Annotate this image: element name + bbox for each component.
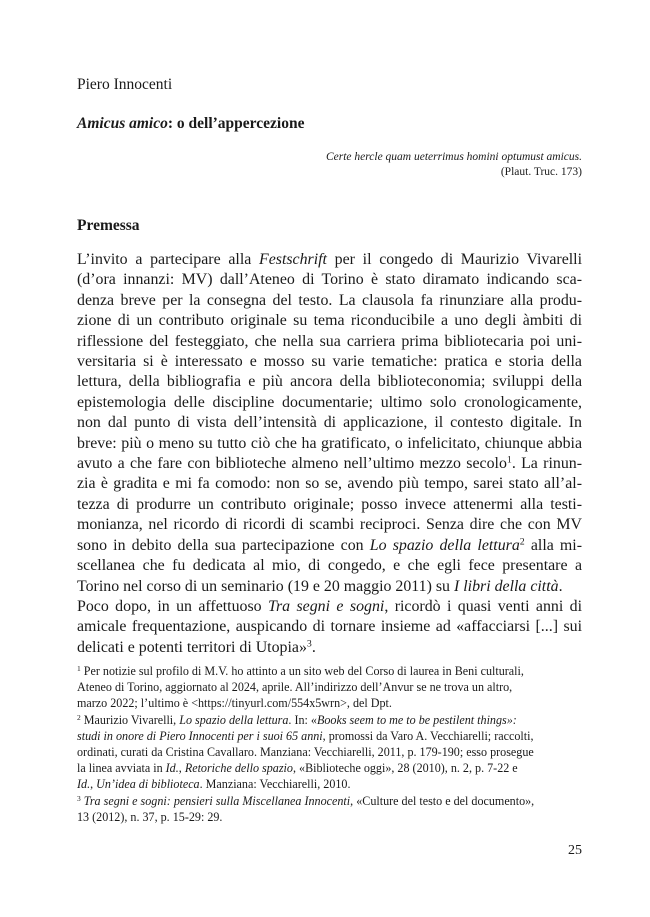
text-run: Ateneo di Torino, aggiornato al 2024, aprile. All’indirizzo dell’Anvur se ne trova un altro, [77, 680, 513, 695]
text-run: delicati e potenti territori di Utopia» [77, 638, 307, 656]
text-run: monianza, nel ricordo di ricordi di scambi reciproci. Senza dire che con MV [77, 516, 582, 534]
text-run: riflessione del festeggiato, che nella sua carriera prima bibliotecaria poi uni- [77, 332, 582, 350]
body-line [77, 311, 582, 331]
text-run: Torino nel corso di un seminario (19 e 20 maggio 2011) su [77, 577, 454, 595]
footnote-number: 2 [77, 712, 81, 722]
footnote-line [77, 760, 582, 776]
body-line [77, 495, 582, 515]
text-run: alla mi- [524, 536, 583, 554]
italic-title: studi in onore di Piero Innocenti per i suoi 65 anni [77, 728, 323, 743]
body-paragraph [77, 250, 582, 658]
italic-title: Lo spazio della lettura [179, 712, 289, 727]
text-run: zione di un contributo originale su tema riconducibile a uno degli àmbiti di [77, 312, 582, 330]
footnote-line [77, 809, 582, 825]
text-run: versitaria si è interessato e mosso su varie tematiche: pratica e storia della [77, 353, 582, 371]
body-line [77, 454, 582, 474]
italic-title: Books seem to me to be pestilent things»: [316, 712, 517, 727]
italic-title: Tra segni e sogni: pensieri sulla Miscellanea Innocenti [83, 793, 351, 808]
text-run: , ricordò i quasi venti anni di [384, 597, 582, 615]
text-run: (d’ora innanzi: MV) dall’Ateneo di Torino è stato diramato indicando sca- [77, 271, 582, 289]
footnote-line [77, 695, 582, 711]
text-run: L’invito a partecipare alla [77, 251, 259, 268]
text-run: Poco dopo, in un affettuoso [77, 597, 269, 615]
text-run: , «Culture del testo e del documento», [350, 793, 535, 808]
text-run: la linea avviata in [77, 761, 166, 776]
footnote-line [77, 679, 582, 695]
footnote-ref: 1 [506, 454, 512, 466]
body-line [77, 270, 582, 290]
footnote-line [77, 793, 582, 809]
body-line [77, 372, 582, 392]
body-line [77, 250, 582, 270]
text-run: denza breve per la consegna del testo. La clausola fa rinunziare alla produ- [77, 291, 582, 309]
text-run: zia è gradita e mi fa comodo: non so se, avendo più tempo, sarei stato all’al- [77, 475, 582, 493]
footnote-line [77, 776, 582, 792]
italic-title: Lo spazio della lettura [369, 536, 520, 554]
body-line [77, 291, 582, 311]
body-line [77, 393, 582, 413]
text-run: Per notizie sul profilo di M.V. ho attinto a un sito web del Corso di laurea in Beni culturali, [80, 664, 524, 678]
author-name: Piero Innocenti [77, 76, 173, 93]
italic-title: I libri della città [453, 577, 559, 595]
article-title [77, 115, 304, 133]
footnote-number: 3 [77, 793, 81, 803]
footnote-ref: 2 [519, 536, 525, 548]
italic-title: Retoriche dello spazio [184, 761, 293, 776]
footnote-ref: 3 [306, 638, 312, 650]
body-line [77, 515, 582, 535]
epigraph-source: (Plaut. Truc. 173) [500, 166, 582, 178]
text-run: . [558, 577, 563, 595]
text-run: tezza di produrre un contributo originale; posso invece attenermi alla testi- [77, 495, 582, 513]
text-run: non dal punto di vista dell’intensità di applicazione, il contesto digitale. In [77, 414, 582, 432]
epigraph [326, 150, 582, 180]
title-italic: Amicus amico [77, 115, 168, 132]
text-run: sono in debito della sua partecipazione con [77, 536, 370, 554]
footnote-line [77, 744, 582, 760]
text-run: , [178, 761, 185, 776]
text-run: epistemologia delle discipline documentarie; ultimo solo cronologicamente, [77, 393, 582, 411]
section-heading: Premessa [77, 217, 140, 234]
text-run: . Manziana: Vecchiarelli, 2010. [199, 777, 351, 792]
text-run: amicale frequentazione, auspicando di tornare insieme ad «affacciarsi [...] sui [77, 618, 582, 636]
text-run: per il congedo di Maurizio Vivarelli [326, 251, 582, 268]
title-rest: : o dell’appercezione [167, 115, 305, 132]
text-run: ordinati, curati da Cristina Cavallaro. Manziana: Vecchiarelli, 2011, p. 179-190; esso prosegue [77, 745, 534, 760]
body-line [77, 332, 582, 352]
body-line [77, 352, 582, 372]
body-line [77, 536, 582, 556]
body-line [77, 597, 582, 617]
text-run: , «Biblioteche oggi», 28 (2010), n. 2, p. 7-22 e [292, 761, 518, 776]
text-run: . [311, 638, 316, 656]
text-run: , promossi da Varo A. Vecchiarelli; raccolti, [322, 728, 534, 743]
italic-title: Id. [77, 777, 91, 792]
body-line [77, 413, 582, 433]
text-run: . La rinun- [511, 455, 583, 473]
body-line [77, 617, 582, 637]
text-run: scellanea che fu dedicata al mio, di congedo, e che egli fece presentare a [77, 557, 582, 575]
italic-title: Tra segni e sogni [268, 597, 385, 615]
italic-title: Un’idea di biblioteca [96, 777, 200, 792]
text-run: . In: « [288, 712, 317, 727]
body-line [77, 556, 582, 576]
text-run: Maurizio Vivarelli, [80, 712, 180, 727]
epigraph-text: Certe hercle quam ueterrimus homini optumust amicus. [325, 151, 582, 163]
text-run: breve: più o meno su tutto ciò che ha gratificato, o infelicitato, chiunque abbia [77, 434, 582, 452]
footnote-number: 1 [77, 663, 81, 673]
footnote-line [77, 663, 582, 679]
italic-title: Id. [165, 761, 179, 776]
text-run: marzo 2022; l’ultimo è <https://tinyurl.com/554x5wrn>, del Dpt. [77, 696, 392, 711]
text-run: avuto a che fare con biblioteche almeno nell’ultimo mezzo secolo [77, 455, 507, 473]
footnote-line [77, 728, 582, 744]
text-run: lettura, della bibliografia e più ancora della biblioteconomia; sviluppi della [77, 373, 582, 391]
body-line [77, 638, 582, 658]
italic-title: Festschrift [259, 251, 327, 268]
text-run: , [90, 777, 97, 792]
text-run: 13 (2012), n. 37, p. 15-29: 29. [77, 809, 223, 824]
body-line [77, 434, 582, 454]
footnote-line [77, 712, 582, 728]
footnotes [77, 663, 582, 825]
page-number: 25 [568, 843, 582, 858]
body-line [77, 577, 582, 597]
body-line [77, 474, 582, 494]
